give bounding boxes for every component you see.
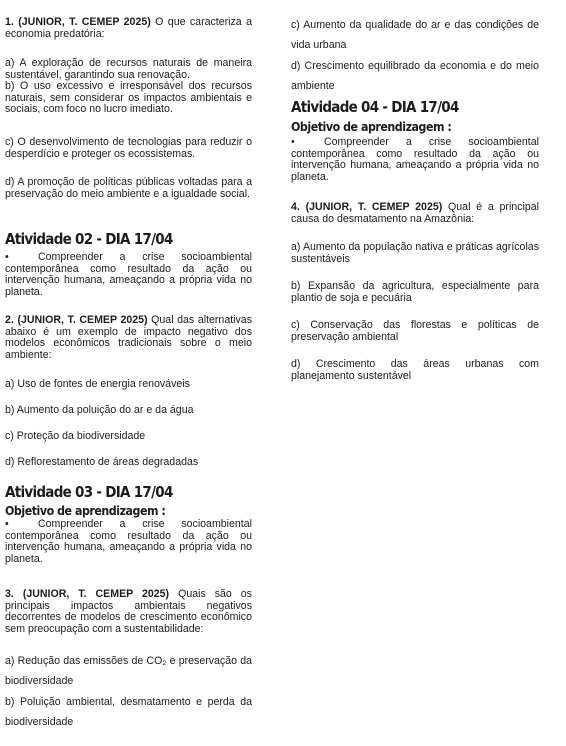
question-1 [5, 17, 252, 40]
objective-text: Compreender a crise socioambiental contemporânea como resultado da ação ou intervenção humana, ameaçando a própria vida no planeta. [5, 518, 252, 565]
q4-option-d: d) Crescimento das áreas urbanas com planejamento sustentável [291, 358, 539, 382]
activity-03-objective [5, 519, 252, 565]
q1-option-c-continued: c) Aumento da qualidade do ar e das condições de vida urbana [291, 19, 539, 51]
question-text: Qual das alternativas abaixo é um exemplo de impacto negativo dos modelos econômicos tradicionais sobre o meio ambiente: [5, 314, 252, 361]
bullet: • [5, 251, 9, 263]
activity-03-title: Atividade 03 - DIA 17/04 [5, 483, 173, 501]
bullet: • [291, 136, 295, 148]
q2-option-b: b) Aumento da poluição do ar e da água [5, 404, 194, 416]
activity-04-objective-heading: Objetivo de aprendizagem : [291, 120, 452, 134]
activity-02-title: Atividade 02 - DIA 17/04 [5, 230, 173, 248]
activity-03-objective-heading: Objetivo de aprendizagem : [5, 504, 166, 518]
q2-option-a: a) Uso de fontes de energia renováveis [5, 378, 190, 390]
q1-option-c: c) O desenvolvimento de tecnologias para reduzir o desperdício e proteger os ecossistemas. [5, 136, 252, 160]
question-4 [291, 202, 539, 225]
q2-option-c: c) Proteção da biodiversidade [5, 430, 146, 442]
question-source: (JUNIOR, T. CEMEP 2025) [22, 588, 170, 600]
question-number: 1. [5, 16, 14, 28]
q4-option-b: b) Expansão da agricultura, especialmente para plantio de soja e pecuária [291, 280, 539, 304]
question-source: (JUNIOR, T. CEMEP 2025) [305, 201, 443, 213]
activity-02-objective [5, 252, 252, 298]
question-source: (JUNIOR, T. CEMEP 2025) [18, 16, 151, 28]
question-number: 4. [291, 201, 300, 213]
q4-option-c: c) Conservação das florestas e políticas de preservação ambiental [291, 319, 539, 343]
objective-text: Compreender a crise socioambiental contemporânea como resultado da ação ou intervenção humana, ameaçando a própria vida no planeta. [5, 251, 252, 298]
activity-04-title: Atividade 04 - DIA 17/04 [291, 98, 459, 116]
q1-option-a: a) A exploração de recursos naturais de maneira sustentável, garantindo sua renovação. [5, 57, 252, 81]
question-text: O que caracteriza a economia predatória: [5, 16, 252, 40]
question-number: 2. [5, 314, 14, 326]
q1-option-d: d) A promoção de políticas públicas voltadas para a preservação do meio ambiente e a igualdade social. [5, 176, 252, 200]
question-number: 3. [5, 588, 14, 600]
objective-text: Compreender a crise socioambiental contemporânea como resultado da ação ou intervenção humana, ameaçando a própria vida no planeta. [291, 136, 539, 183]
question-text: Quais são os principais impactos ambientais negativos decorrentes de modelos de crescimento econômico sem preocupação com a sustentabilidade: [5, 588, 252, 635]
bullet: • [5, 518, 9, 530]
q3-option-b: b) Poluição ambiental, desmatamento e perda da biodiversidade [5, 696, 252, 728]
q2-option-d: d) Reflorestamento de áreas degradadas [5, 456, 199, 468]
question-3 [5, 589, 252, 635]
question-2 [5, 315, 252, 361]
q4-option-a: a) Aumento da população nativa e práticas agrícolas sustentáveis [291, 241, 539, 265]
question-source: (JUNIOR, T. CEMEP 2025) [17, 314, 148, 326]
q1-option-b: b) O uso excessivo e irresponsável dos recursos naturais, sem considerar os impactos ambientais e sociais, com foco no lucro imediato. [5, 80, 252, 116]
activity-04-objective [291, 137, 539, 183]
q1-option-d-continued: d) Crescimento equilibrado da economia e do meio ambiente [291, 60, 539, 92]
q3-option-a: a) Redução das emissões de CO₂ e preservação da biodiversidade [5, 655, 252, 687]
question-text: Qual é a principal causa do desmatamento na Amazônia: [291, 201, 539, 225]
